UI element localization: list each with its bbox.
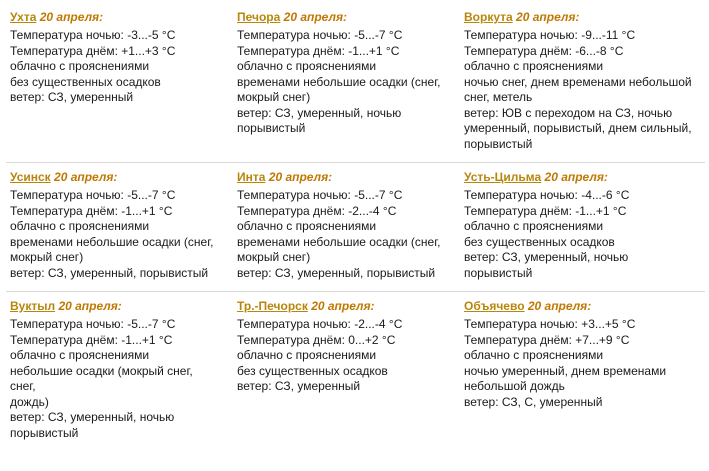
forecast-line: ветер: СЗ, умеренный, порывистый	[237, 265, 436, 280]
forecast-line: облачно с прояснениями	[464, 348, 604, 362]
forecast-line: ветер: СЗ, умеренный	[237, 379, 361, 393]
city-link[interactable]: Печора	[237, 10, 281, 24]
forecast-line: небольшие осадки (мокрый снег, снег,	[10, 363, 193, 393]
forecast-line: облачно с прояснениями	[10, 348, 150, 362]
city-heading	[464, 170, 701, 185]
forecast-line: облачно с прояснениями	[10, 219, 150, 233]
forecast-line: порывистый	[464, 136, 533, 151]
forecast-line: порывистый	[464, 265, 533, 280]
forecast-line: ночью снег, днем временами небольшой	[464, 74, 692, 89]
city-link[interactable]: Усть-Цильма	[464, 170, 542, 184]
forecast-line: облачно с прояснениями	[237, 348, 377, 362]
forecast-date: 20 апреля:	[544, 170, 608, 184]
forecast-line: без существенных осадков	[10, 74, 161, 89]
forecast-line: Температура днём: -6...-8 °С	[464, 43, 624, 58]
city-link[interactable]: Тр.-Печорск	[237, 299, 308, 313]
forecast-line: Температура днём: -2...-4 °С	[237, 203, 397, 218]
forecast-line: Температура днём: -1...+1 °С	[464, 203, 627, 218]
city-link[interactable]: Объячево	[464, 299, 525, 313]
forecast-line: временами небольшие осадки (снег,	[237, 234, 441, 249]
forecast-date: 20 апреля:	[54, 170, 118, 184]
forecast-line: Температура ночью: -4...-6 °С	[464, 188, 630, 202]
city-heading	[237, 10, 448, 25]
forecast-line: ветер: СЗ, умеренный, ночью	[10, 410, 175, 424]
forecast-line: временами небольшие осадки (снег,	[10, 234, 214, 249]
forecast-cell	[6, 170, 225, 289]
forecast-line: ветер: СЗ, умеренный, ночью	[237, 105, 402, 120]
city-heading	[10, 170, 221, 185]
forecast-line: мокрый снег)	[10, 250, 84, 264]
forecast-date: 20 апреля:	[268, 170, 333, 184]
city-link[interactable]: Усинск	[10, 170, 51, 184]
forecast-line: мокрый снег)	[237, 250, 311, 264]
forecast-date: 20 апреля:	[58, 299, 122, 313]
forecast-line: ветер: СЗ, умеренный, ночью	[464, 250, 629, 264]
forecast-line: Температура ночью: +3...+5 °С	[464, 317, 636, 331]
forecast-line: Температура ночью: -9...-11 °С	[464, 28, 636, 42]
forecast-line: порывистый	[237, 121, 306, 135]
forecast-cell	[233, 170, 452, 289]
city-link[interactable]: Воркута	[464, 10, 513, 24]
forecast-line: Температура ночью: -5...-7 °С	[10, 188, 176, 202]
forecast-line: порывистый	[10, 425, 79, 440]
forecast-line: без существенных осадков	[237, 363, 388, 378]
forecast-date: 20 апреля:	[39, 10, 104, 24]
forecast-line: Температура ночью: -5...-7 °С	[10, 317, 176, 331]
forecast-cell	[233, 299, 452, 449]
forecast-line: ветер: СЗ, умеренный	[10, 90, 134, 104]
forecast-line: облачно с прояснениями	[237, 59, 377, 73]
forecast-grid	[6, 10, 703, 449]
forecast-cell	[460, 10, 705, 160]
forecast-line: Температура днём: +1...+3 °С	[10, 43, 176, 58]
forecast-line: облачно с прояснениями	[10, 59, 150, 73]
city-link[interactable]: Инта	[237, 170, 266, 184]
city-heading	[237, 170, 448, 185]
city-heading	[464, 299, 701, 314]
forecast-line: снег, метель	[464, 90, 533, 104]
forecast-line: Температура ночью: -3...-5 °С	[10, 28, 176, 42]
forecast-line: ветер: СЗ, умеренный, порывистый	[10, 265, 209, 280]
forecast-line: ветер: СЗ, С, умеренный	[464, 394, 603, 409]
city-heading	[10, 299, 221, 314]
forecast-line: облачно с прояснениями	[464, 59, 604, 73]
forecast-line: небольшой дождь	[464, 379, 565, 393]
forecast-line: Температура днём: -1...+1 °С	[237, 43, 400, 58]
forecast-line: без существенных осадков	[464, 234, 615, 249]
forecast-line: мокрый снег)	[237, 90, 311, 104]
forecast-cell	[460, 299, 705, 449]
city-heading	[10, 10, 221, 25]
forecast-line: Температура днём: -1...+1 °С	[10, 332, 173, 347]
city-heading	[237, 299, 448, 314]
forecast-line: Температура днём: 0...+2 °С	[237, 332, 396, 347]
forecast-line: Температура ночью: -5...-7 °С	[237, 28, 403, 42]
forecast-cell	[460, 170, 705, 289]
forecast-line: Температура ночью: -5...-7 °С	[237, 188, 403, 202]
forecast-line: ветер: ЮВ с переходом на СЗ, ночью	[464, 105, 673, 120]
forecast-line: облачно с прояснениями	[237, 219, 377, 233]
forecast-cell	[233, 10, 452, 160]
forecast-line: ночью умеренный, днем временами	[464, 363, 667, 378]
forecast-line: Температура днём: +7...+9 °С	[464, 332, 630, 347]
forecast-cell	[6, 10, 225, 160]
city-link[interactable]: Вуктыл	[10, 299, 56, 313]
forecast-date: 20 апреля:	[283, 10, 348, 24]
forecast-line: Температура ночью: -2...-4 °С	[237, 317, 403, 331]
forecast-line: умеренный, порывистый, днем сильный,	[464, 121, 692, 135]
forecast-date: 20 апреля:	[527, 299, 592, 313]
forecast-date: 20 апреля:	[516, 10, 580, 24]
forecast-cell	[6, 299, 225, 449]
city-link[interactable]: Ухта	[10, 10, 37, 24]
forecast-line: облачно с прояснениями	[464, 219, 604, 233]
forecast-date: 20 апреля:	[311, 299, 375, 313]
forecast-line: временами небольшие осадки (снег,	[237, 74, 441, 89]
forecast-line: дождь)	[10, 394, 49, 409]
forecast-line: Температура днём: -1...+1 °С	[10, 203, 173, 218]
row-divider	[6, 291, 705, 292]
city-heading	[464, 10, 701, 25]
row-divider	[6, 162, 705, 163]
